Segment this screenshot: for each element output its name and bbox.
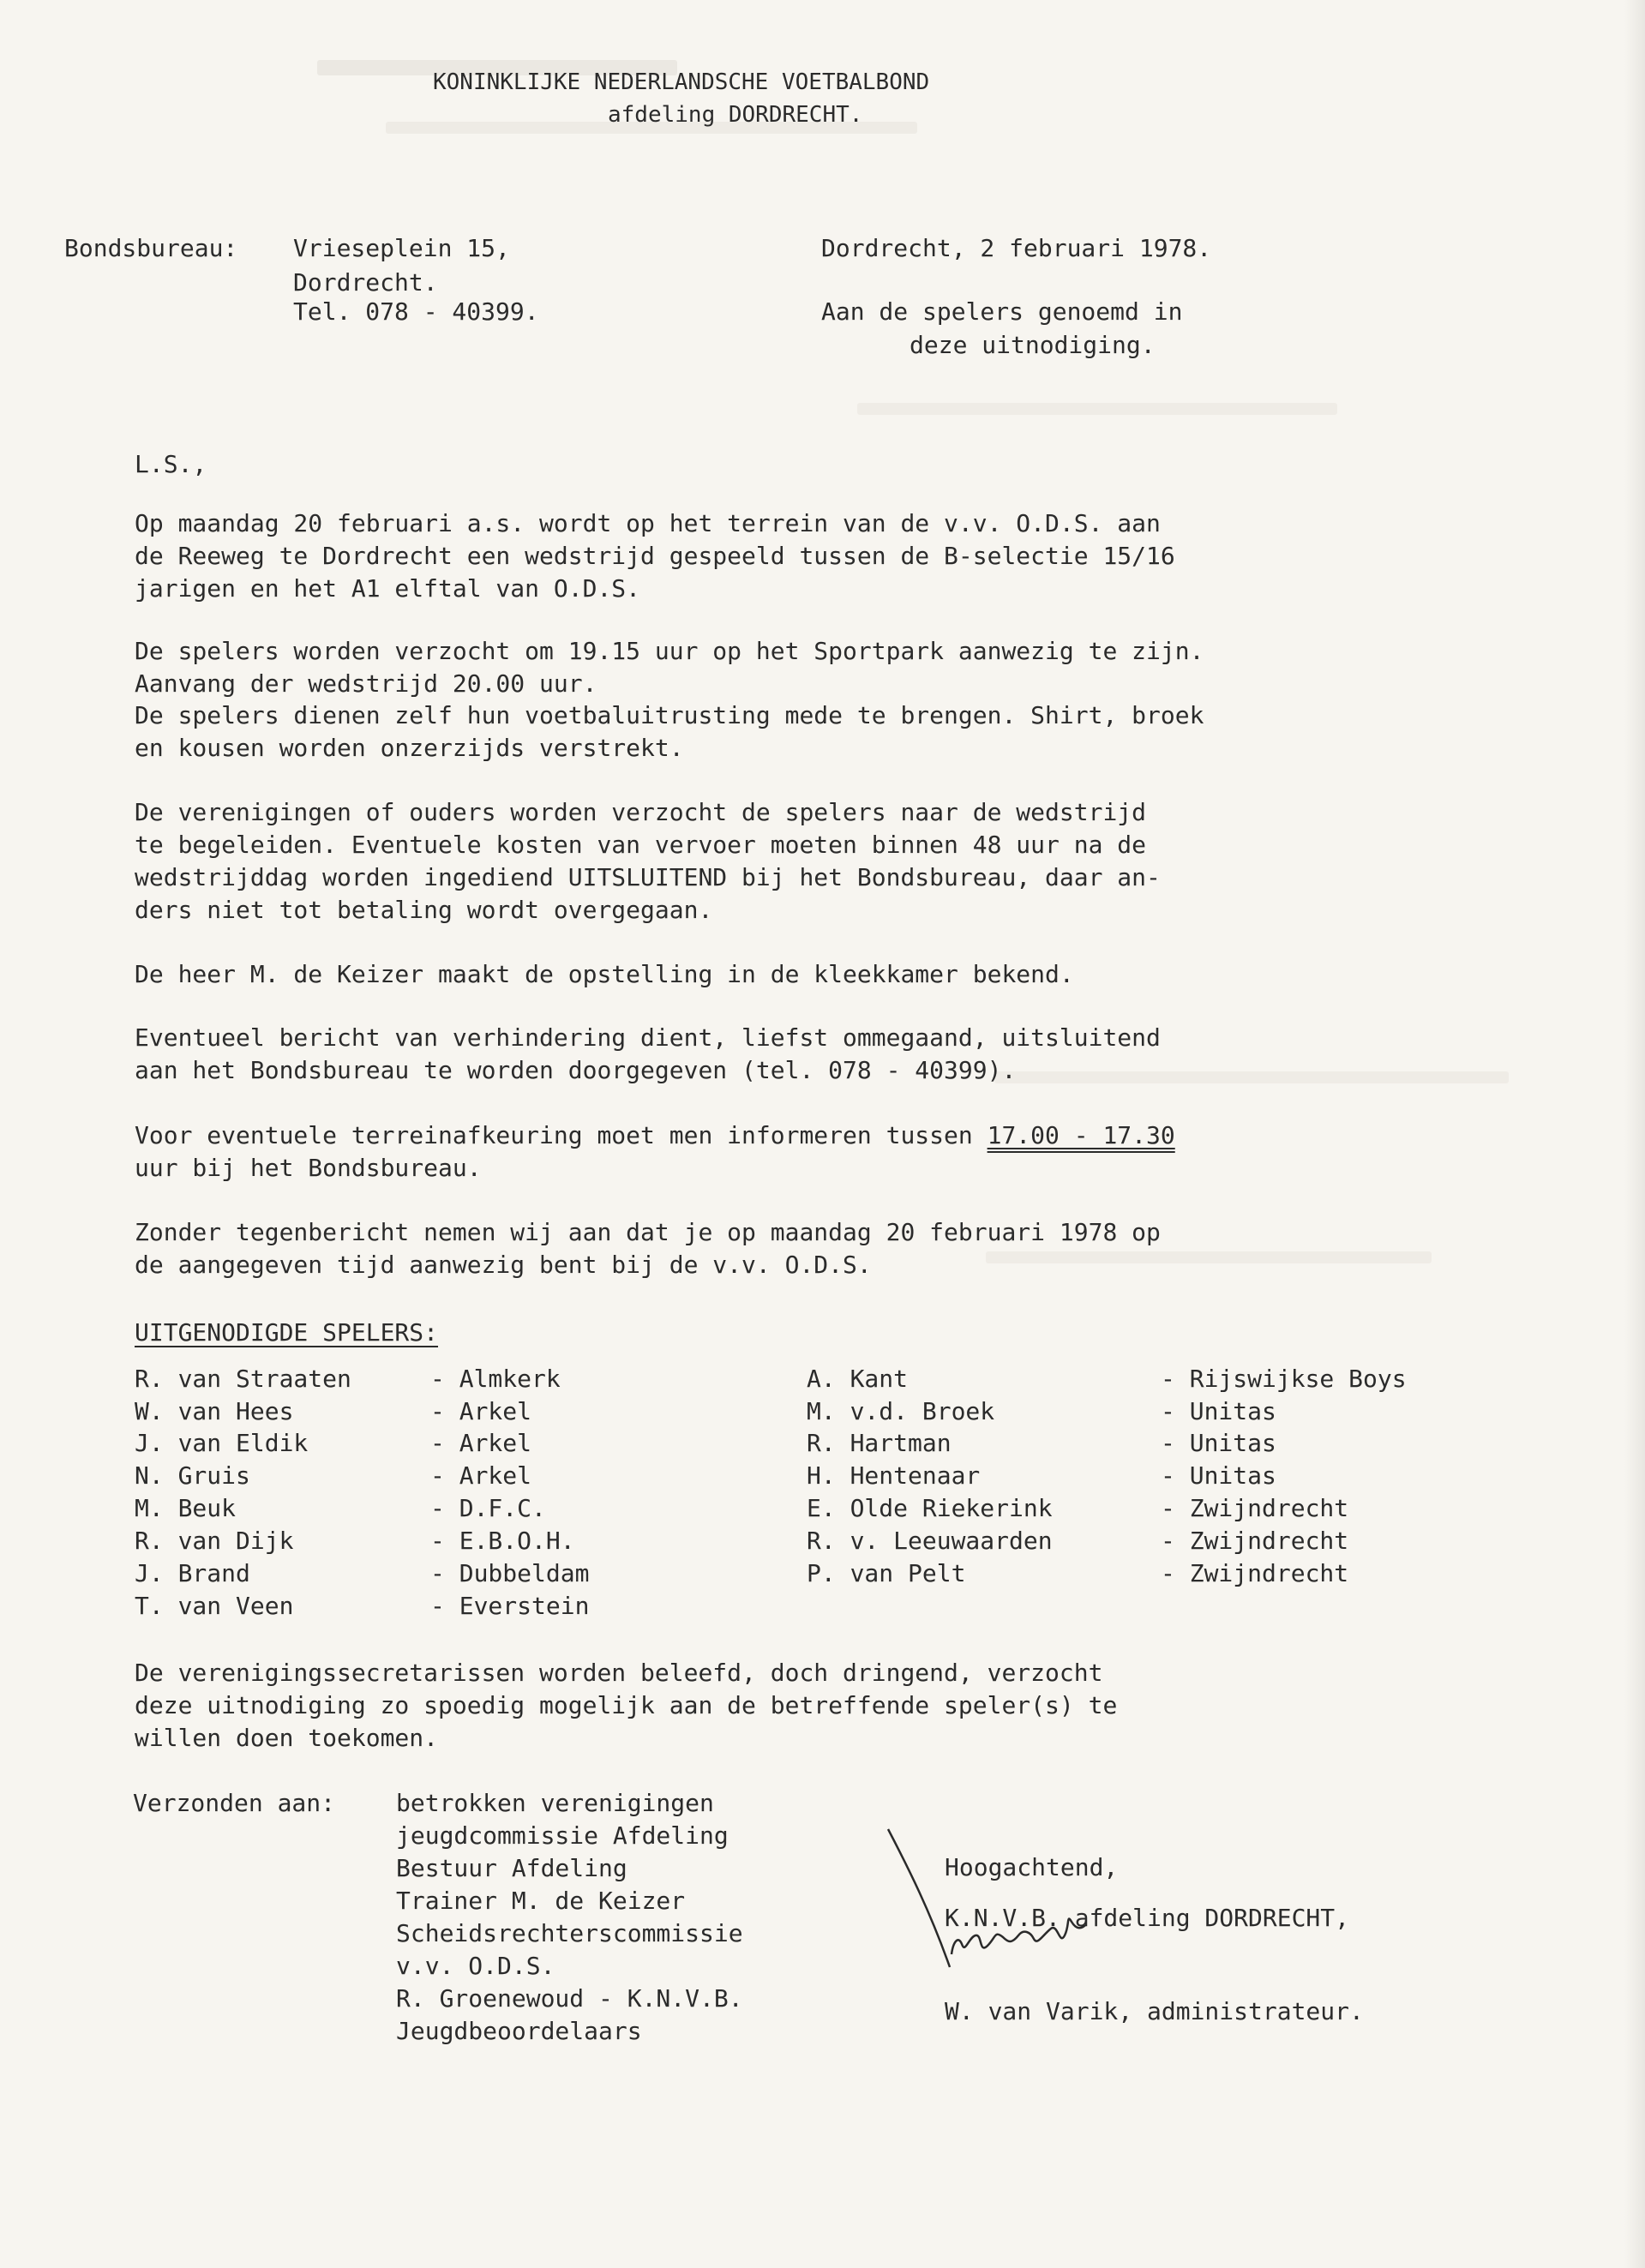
salutation: L.S., [135,450,207,478]
paragraph-3-line: De verenigingen of ouders worden verzocht de spelers naar de wedstrijd [135,798,1147,826]
player-club: - D.F.C. [430,1494,546,1522]
player-club: - Zwijndrecht [1161,1559,1349,1587]
player-club: - Zwijndrecht [1161,1527,1349,1555]
paragraph-1-line: jarigen en het A1 elftal van O.D.S. [135,574,641,603]
paragraph-3-line: te begeleiden. Eventuele kosten van vervoer moeten binnen 48 uur na de [135,831,1147,859]
player-club: - Unitas [1161,1429,1276,1457]
distribution-item: v.v. O.D.S. [396,1952,555,1980]
player-name: A. Kant [807,1365,909,1393]
distribution-item: jeugdcommissie Afdeling [396,1821,729,1850]
bleed-through-mark [857,403,1337,415]
paragraph-5-line: Eventueel bericht van verhindering dient, liefst ommegaand, uitsluitend [135,1023,1161,1052]
player-name: W. van Hees [135,1397,294,1425]
signoff-org: K.N.V.B. afdeling DORDRECHT, [945,1904,1350,1932]
player-name: T. van Veen [135,1592,294,1620]
paragraph-4: De heer M. de Keizer maakt de opstelling in de kleekkamer bekend. [135,960,1074,988]
player-name: P. van Pelt [807,1559,966,1587]
paragraph-1-line: Op maandag 20 februari a.s. wordt op het terrein van de v.v. O.D.S. aan [135,509,1161,537]
address-phone: Tel. 078 - 40399. [293,297,539,326]
distribution-item: Bestuur Afdeling [396,1854,627,1882]
player-club: - Arkel [430,1461,532,1490]
player-name: M. v.d. Broek [807,1397,995,1425]
letterhead-org: KONINKLIJKE NEDERLANDSCHE VOETBALBOND [433,69,930,95]
distribution-label: Verzonden aan: [133,1789,336,1817]
player-club: - E.B.O.H. [430,1527,575,1555]
paragraph-3-line: wedstrijddag worden ingediend UITSLUITEND bij het Bondsbureau, daar an- [135,863,1161,891]
player-club: - Arkel [430,1397,532,1425]
address-street: Vrieseplein 15, [293,234,510,262]
address-label: Bondsbureau: [64,234,238,262]
player-club: - Arkel [430,1429,532,1457]
paragraph-7-line: de aangegeven tijd aanwezig bent bij de v.v. O.D.S. [135,1251,872,1279]
player-name: R. v. Leeuwaarden [807,1527,1053,1555]
player-name: J. Brand [135,1559,250,1587]
addressee-line-2: deze uitnodiging. [910,331,1156,359]
players-heading: UITGENODIGDE SPELERS: [135,1318,439,1347]
player-club: - Rijswijkse Boys [1161,1365,1407,1393]
bleed-through-mark [994,1071,1509,1083]
paragraph-2-line: De spelers dienen zelf hun voetbaluitrusting mede te brengen. Shirt, broek [135,701,1204,729]
distribution-item: R. Groenewoud - K.N.V.B. [396,1984,743,2013]
player-name: R. Hartman [807,1429,952,1457]
paragraph-2-line: De spelers worden verzocht om 19.15 uur op het Sportpark aanwezig te zijn. [135,637,1204,665]
player-name: R. van Straaten [135,1365,351,1393]
paragraph-5-line: aan het Bondsbureau te worden doorgegeven (tel. 078 - 40399). [135,1056,1017,1084]
closing-line: willen doen toekomen. [135,1724,439,1752]
player-club: - Almkerk [430,1365,561,1393]
signoff-signatory: W. van Varik, administrateur. [945,1997,1364,2025]
paragraph-6-line-2: uur bij het Bondsbureau. [135,1154,482,1182]
player-club: - Unitas [1161,1397,1276,1425]
player-club: - Dubbeldam [430,1559,590,1587]
closing-line: deze uitnodiging zo spoedig mogelijk aan de betreffende speler(s) te [135,1691,1118,1719]
player-club: - Everstein [430,1592,590,1620]
paragraph-3-line: ders niet tot betaling wordt overgegaan. [135,896,713,924]
distribution-item: Scheidsrechterscommissie [396,1919,743,1947]
player-name: J. van Eldik [135,1429,309,1457]
player-club: - Unitas [1161,1461,1276,1490]
address-city: Dordrecht. [293,268,438,297]
bleed-through-mark [986,1251,1432,1263]
distribution-item: Jeugdbeoordelaars [396,2017,642,2045]
paragraph-1-line: de Reeweg te Dordrecht een wedstrijd gespeeld tussen de B-selectie 15/16 [135,542,1175,570]
terrain-check-prefix: Voor eventuele terreinafkeuring moet men informeren tussen [135,1121,988,1149]
player-name: H. Hentenaar [807,1461,981,1490]
distribution-item: Trainer M. de Keizer [396,1887,686,1915]
handwritten-signature [883,1826,1140,2006]
player-name: M. Beuk [135,1494,237,1522]
paper-edge-shadow [1624,0,1645,2268]
player-name: E. Olde Riekerink [807,1494,1053,1522]
addressee-line-1: Aan de spelers genoemd in [821,297,1183,326]
letterhead-dept: afdeling DORDRECHT. [608,102,863,128]
player-name: N. Gruis [135,1461,250,1490]
paragraph-2-line: en kousen worden onzerzijds verstrekt. [135,734,684,762]
closing-line: De verenigingssecretarissen worden beleefd, doch dringend, verzocht [135,1659,1103,1687]
terrain-check-time: 17.00 - 17.30 [987,1121,1175,1149]
player-club: - Zwijndrecht [1161,1494,1349,1522]
dateline: Dordrecht, 2 februari 1978. [821,234,1212,262]
distribution-item: betrokken verenigingen [396,1789,714,1817]
paragraph-7-line: Zonder tegenbericht nemen wij aan dat je op maandag 20 februari 1978 op [135,1218,1161,1246]
player-name: R. van Dijk [135,1527,294,1555]
paragraph-2-line: Aanvang der wedstrijd 20.00 uur. [135,669,597,698]
paragraph-6-line-1 [135,1121,1175,1149]
signoff-greeting: Hoogachtend, [945,1853,1119,1881]
